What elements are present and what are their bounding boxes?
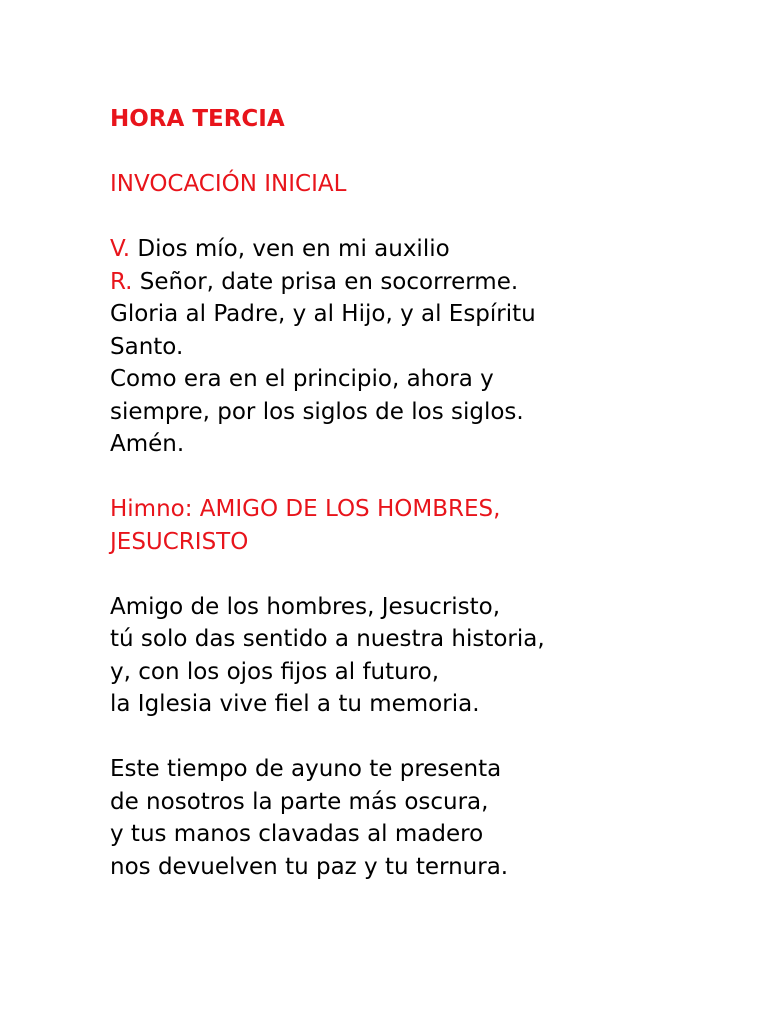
- stanza-line: tú solo das sentido a nuestra historia,: [110, 626, 545, 652]
- spacer: [110, 558, 730, 591]
- hymn-title: JESUCRISTO: [110, 528, 249, 555]
- hymn-title: Himno: AMIGO DE LOS HOMBRES,: [110, 496, 501, 522]
- versicle-text: Dios mío, ven en mi auxilio: [130, 236, 450, 262]
- spacer: [110, 721, 730, 754]
- section-heading: INVOCACIÓN INICIAL: [110, 171, 347, 197]
- stanza-line: nos devuelven tu paz y tu ternura.: [110, 853, 509, 880]
- stanza-line: y tus manos clavadas al madero: [110, 821, 484, 847]
- gloria-line: Como era en el principio, ahora y: [110, 366, 494, 392]
- spacer: [110, 461, 730, 494]
- stanza-line: Amigo de los hombres, Jesucristo,: [110, 593, 501, 620]
- stanza-line: de nosotros la parte más oscura,: [110, 788, 489, 815]
- gloria-line: Santo.: [110, 333, 184, 360]
- versicle-marker: V.: [110, 236, 131, 262]
- stanza-line: y, con los ojos fijos al futuro,: [110, 658, 440, 685]
- spacer: [110, 136, 730, 169]
- versicle-line: [110, 233, 730, 266]
- gloria-line: Gloria al Padre, y al Hijo, y al Espíritu: [110, 301, 536, 327]
- response-marker: R.: [110, 268, 133, 295]
- page-title: HORA TERCIA: [110, 106, 285, 132]
- gloria-line: siempre, por los siglos de los siglos.: [110, 398, 524, 425]
- gloria-line: Amén.: [110, 431, 185, 457]
- response-line: [110, 266, 730, 299]
- stanza-line: la Iglesia vive fiel a tu memoria.: [110, 691, 480, 717]
- spacer: [110, 201, 730, 234]
- response-text: Señor, date prisa en socorrerme.: [132, 268, 519, 295]
- stanza-line: Este tiempo de ayuno te presenta: [110, 756, 502, 782]
- document-page: [110, 103, 730, 883]
